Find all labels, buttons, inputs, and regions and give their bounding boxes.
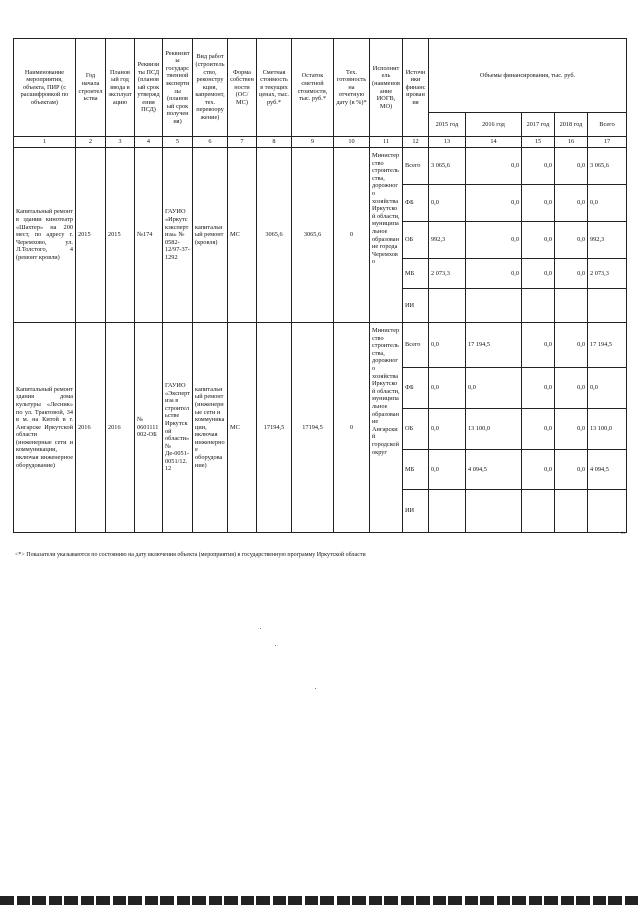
- col-number: 10: [334, 137, 370, 148]
- page-mark: ».: [621, 530, 626, 536]
- ownership: МС: [228, 323, 257, 533]
- header-2015: 2015 год: [429, 113, 466, 137]
- value-2017: [522, 289, 555, 323]
- cost: 17194,5: [257, 323, 292, 533]
- value-2017: 0,0: [522, 450, 555, 490]
- value-2018: 0,0: [555, 148, 588, 185]
- value-2016: 17 194,5: [466, 323, 522, 368]
- value-2015: 2 073,3: [429, 259, 466, 289]
- object-name: Капитальный ремонт здания дома культуры «Лесник» по ул. Трактовой, 34 в м. на Китой в г. Ангарске Иркутской области (инженерные сети и коммуникации, включая инженерное оборудование): [14, 323, 76, 533]
- source-label: ИИ: [403, 490, 429, 533]
- header-funding: Объемы финансирования, тыс. руб.: [429, 39, 627, 113]
- plan-year: 2015: [106, 148, 135, 323]
- source-label: ОБ: [403, 222, 429, 259]
- value-2016: [466, 490, 522, 533]
- value-2018: 0,0: [555, 323, 588, 368]
- readiness: 0: [334, 323, 370, 533]
- value-2016: 0,0: [466, 148, 522, 185]
- value-2017: 0,0: [522, 368, 555, 409]
- start-year: 2016: [76, 323, 106, 533]
- value-2017: 0,0: [522, 259, 555, 289]
- value-2016: 0,0: [466, 185, 522, 222]
- table-row: [14, 148, 627, 185]
- value-2018: 0,0: [555, 222, 588, 259]
- header-psd: Реквизиты ПСД (плановый срок утверждения ПСД): [135, 39, 163, 137]
- value-total: [588, 490, 627, 533]
- value-2016: 0,0: [466, 259, 522, 289]
- header-name: Наименование мероприятия, объекта, ПИР (с расшифровкой по объектам): [14, 39, 76, 137]
- value-2018: 0,0: [555, 185, 588, 222]
- value-2015: 0,0: [429, 450, 466, 490]
- col-number: 11: [370, 137, 403, 148]
- scan-speck: [275, 645, 276, 646]
- value-2017: 0,0: [522, 323, 555, 368]
- header-executor: Исполнитель (наименование ИОГВ, МО): [370, 39, 403, 137]
- col-number: 8: [257, 137, 292, 148]
- remainder: 17194,5: [292, 323, 334, 533]
- value-total: 17 194,5: [588, 323, 627, 368]
- column-numbers-row: [14, 137, 627, 148]
- col-number: 15: [522, 137, 555, 148]
- col-number: 12: [403, 137, 429, 148]
- col-number: 6: [193, 137, 228, 148]
- financing-table-sheet: [13, 38, 627, 533]
- value-2015: 0,0: [429, 368, 466, 409]
- col-number: 17: [588, 137, 627, 148]
- footnote: <*> Показатели указываются по состоянию на дату включения объекта (мероприятия) в государственную программу Иркутской области: [15, 552, 366, 558]
- table-row: [14, 323, 627, 368]
- value-total: 4 094,5: [588, 450, 627, 490]
- source-label: ФБ: [403, 368, 429, 409]
- header-work-type: Вид работ (строительство, реконструкция, капремонт, тех. перевооружение): [193, 39, 228, 137]
- value-total: [588, 289, 627, 323]
- scan-speck: [315, 688, 316, 689]
- value-2018: [555, 289, 588, 323]
- col-number: 16: [555, 137, 588, 148]
- source-label: ФБ: [403, 185, 429, 222]
- col-number: 9: [292, 137, 334, 148]
- value-2017: [522, 490, 555, 533]
- header-row: [14, 39, 627, 113]
- expertise: ГАУИО «Экспертиза в строительстве Иркутской области» № Де-0051-0051/12.12: [163, 323, 193, 533]
- value-total: 0,0: [588, 368, 627, 409]
- col-number: 7: [228, 137, 257, 148]
- source-label: Всего: [403, 148, 429, 185]
- readiness: 0: [334, 148, 370, 323]
- col-number: 3: [106, 137, 135, 148]
- psd: №174: [135, 148, 163, 323]
- value-2016: [466, 289, 522, 323]
- financing-table: [13, 38, 627, 533]
- header-2018: 2018 год: [555, 113, 588, 137]
- value-total: 13 100,0: [588, 409, 627, 450]
- start-year: 2015: [76, 148, 106, 323]
- value-2015: 992,3: [429, 222, 466, 259]
- plan-year: 2016: [106, 323, 135, 533]
- source-label: ИИ: [403, 289, 429, 323]
- scan-edge-bar: [0, 896, 640, 905]
- value-2016: 13 100,0: [466, 409, 522, 450]
- header-2016: 2016 год: [466, 113, 522, 137]
- work-type: капитальный ремонт (кровля): [193, 148, 228, 323]
- scan-speck: [260, 628, 261, 629]
- value-2016: 0,0: [466, 222, 522, 259]
- header-plan-year: Плановый год ввода в эксплуатацию: [106, 39, 135, 137]
- source-label: МБ: [403, 450, 429, 490]
- ownership: МС: [228, 148, 257, 323]
- value-2018: [555, 490, 588, 533]
- value-2018: 0,0: [555, 450, 588, 490]
- value-2017: 0,0: [522, 409, 555, 450]
- value-2017: 0,0: [522, 148, 555, 185]
- object-name: Капитальный ремонт в здании кинотеатр «Шахтер» на 200 мест, по адресу г. Черемхово, ул. Л.Толстого, 4 (ремонт кровли): [14, 148, 76, 323]
- value-2017: 0,0: [522, 222, 555, 259]
- value-total: 992,3: [588, 222, 627, 259]
- col-number: 14: [466, 137, 522, 148]
- value-total: 2 073,3: [588, 259, 627, 289]
- col-number: 5: [163, 137, 193, 148]
- psd: № 0601111002-ОБ: [135, 323, 163, 533]
- value-2015: 3 065,6: [429, 148, 466, 185]
- header-readiness: Тех. готовность на отчетную дату (в %)*: [334, 39, 370, 137]
- value-2015: [429, 289, 466, 323]
- header-source: Источники финансирования: [403, 39, 429, 137]
- header-expertise: Реквизиты государственной экспертизы (плановый срок получения): [163, 39, 193, 137]
- executor: Министерство строительства, дорожного хозяйства Иркутской области, муниципальное образование города Черемхово: [370, 148, 403, 323]
- value-2018: 0,0: [555, 368, 588, 409]
- source-label: МБ: [403, 259, 429, 289]
- col-number: 2: [76, 137, 106, 148]
- work-type: капитальный ремонт (инженерные сети и коммуникации, включая инженерное оборудование): [193, 323, 228, 533]
- remainder: 3065,6: [292, 148, 334, 323]
- value-total: 3 065,6: [588, 148, 627, 185]
- header-cost: Сметная стоимость в текущих ценах, тыс. руб.*: [257, 39, 292, 137]
- col-number: 1: [14, 137, 76, 148]
- source-label: Всего: [403, 323, 429, 368]
- value-2016: 4 094,5: [466, 450, 522, 490]
- source-label: ОБ: [403, 409, 429, 450]
- value-2016: 0,0: [466, 368, 522, 409]
- header-ownership: Форма собственности (ОС/МС): [228, 39, 257, 137]
- header-start-year: Год начала строительства: [76, 39, 106, 137]
- value-2015: 0,0: [429, 323, 466, 368]
- value-2017: 0,0: [522, 185, 555, 222]
- header-remainder: Остаток сметной стоимости, тыс. руб.*: [292, 39, 334, 137]
- col-number: 4: [135, 137, 163, 148]
- executor: Министерство строительства, дорожного хозяйства Иркутской области, муниципальное образование Ангарский городской округ: [370, 323, 403, 533]
- value-2015: 0,0: [429, 185, 466, 222]
- header-total: Всего: [588, 113, 627, 137]
- cost: 3065,6: [257, 148, 292, 323]
- header-2017: 2017 год: [522, 113, 555, 137]
- col-number: 13: [429, 137, 466, 148]
- value-total: 0,0: [588, 185, 627, 222]
- value-2018: 0,0: [555, 409, 588, 450]
- value-2015: [429, 490, 466, 533]
- value-2015: 0,0: [429, 409, 466, 450]
- expertise: ГАУИО «Иркутскэкспертиза» № 0582-12/97-37-1292: [163, 148, 193, 323]
- value-2018: 0,0: [555, 259, 588, 289]
